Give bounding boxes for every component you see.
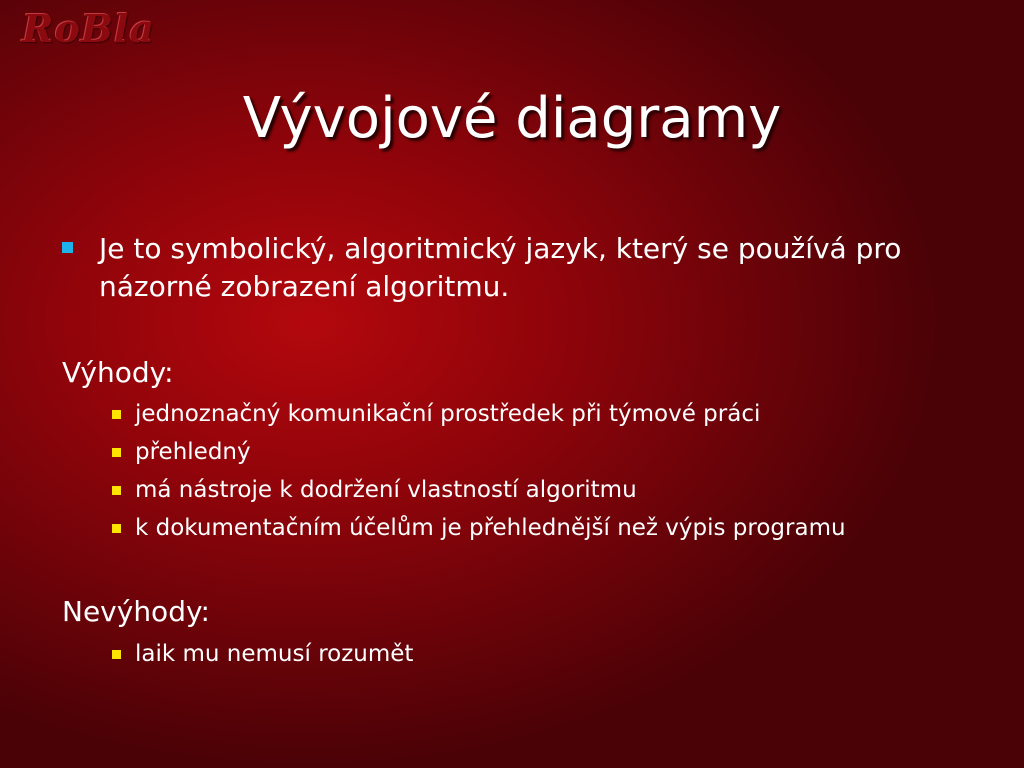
main-bullet-text: Je to symbolický, algoritmický jazyk, který se používá pro názorné zobrazení algoritmu. [99, 232, 902, 303]
square-bullet-icon [112, 524, 121, 533]
disadvantages-heading: Nevýhody: [62, 595, 210, 628]
list-item [112, 433, 846, 471]
disadvantages-list [112, 635, 413, 673]
list-item [112, 635, 413, 673]
list-item [112, 509, 846, 547]
square-bullet-icon [112, 410, 121, 419]
main-bullet [62, 230, 982, 306]
robla-logo: RoBla [22, 6, 156, 51]
list-item [112, 395, 846, 433]
square-bullet-icon [112, 448, 121, 457]
list-item-text: jednoznačný komunikační prostředek při týmové práci [135, 401, 761, 427]
slide-title: Vývojové diagramy [242, 86, 782, 151]
list-item-text: k dokumentačním účelům je přehlednější než výpis programu [135, 515, 846, 541]
square-bullet-icon [112, 486, 121, 495]
list-item-text: laik mu nemusí rozumět [135, 641, 414, 667]
advantages-list [112, 395, 846, 547]
advantages-heading: Výhody: [62, 356, 174, 389]
list-item-text: přehledný [135, 439, 251, 465]
list-item-text: má nástroje k dodržení vlastností algoritmu [135, 477, 637, 503]
square-bullet-icon [62, 242, 73, 253]
list-item [112, 471, 846, 509]
square-bullet-icon [112, 650, 121, 659]
